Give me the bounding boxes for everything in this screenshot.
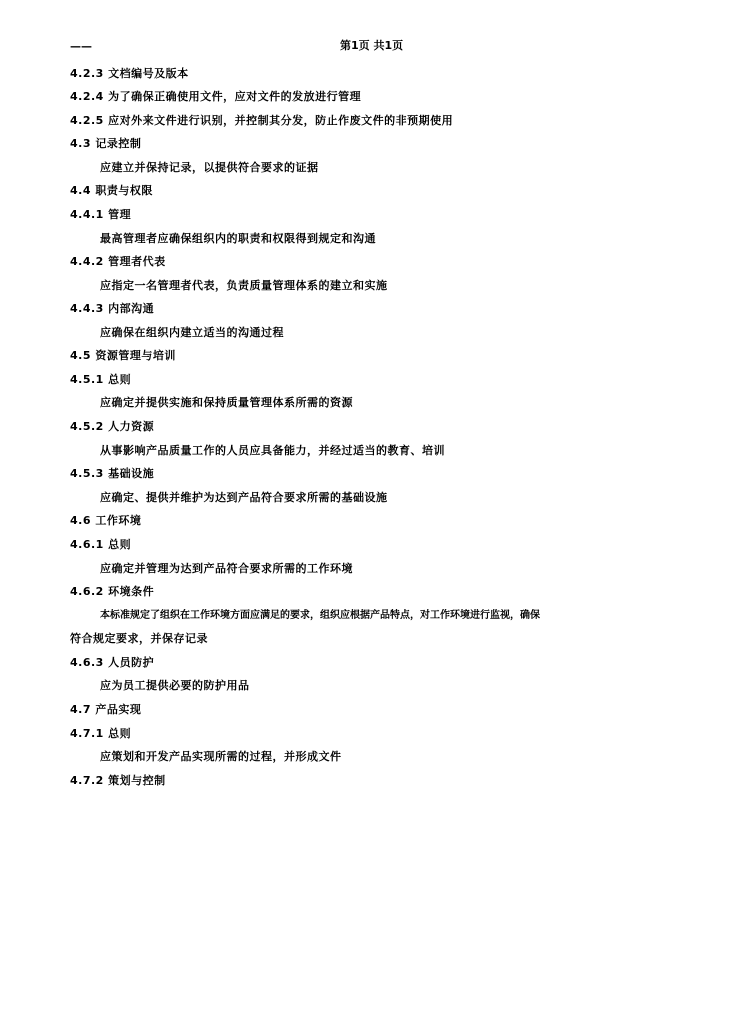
text-line: 应确保在组织内建立适当的沟通过程 xyxy=(100,326,284,339)
subsection-heading: 4.6.2 环境条件 xyxy=(70,585,155,598)
section-heading: 4.3 记录控制 xyxy=(70,137,142,150)
subsection-heading: 4.7.1 总则 xyxy=(70,727,132,740)
section-heading: 4.7 产品实现 xyxy=(70,703,142,716)
subsection-heading: 4.6.3 人员防护 xyxy=(70,656,155,669)
subsection-heading: 4.5.3 基础设施 xyxy=(70,467,155,480)
text-line: 应为员工提供必要的防护用品 xyxy=(100,679,250,692)
text-line: 4.2.4 为了确保正确使用文件，应对文件的发放进行管理 xyxy=(70,90,362,103)
subsection-heading: 4.5.1 总则 xyxy=(70,373,132,386)
subsection-heading: 4.4.2 管理者代表 xyxy=(70,255,166,268)
text-line: 符合规定要求，并保存记录 xyxy=(70,632,208,645)
section-heading: 4.5 资源管理与培训 xyxy=(70,349,176,362)
subsection-heading: 4.6.1 总则 xyxy=(70,538,132,551)
text-line: 应策划和开发产品实现所需的过程，并形成文件 xyxy=(100,750,342,763)
text-line: 本标准规定了组织在工作环境方面应满足的要求，组织应根据产品特点，对工作环境进行监视，确保 xyxy=(100,610,540,621)
subsection-heading: 4.4.1 管理 xyxy=(70,208,132,221)
section-heading: 4.6 工作环境 xyxy=(70,514,142,527)
text-line: 应确定、提供并维护为达到产品符合要求所需的基础设施 xyxy=(100,491,388,504)
text-line: 4.2.3 文档编号及版本 xyxy=(70,67,189,80)
text-line: 应建立并保持记录，以提供符合要求的证据 xyxy=(100,161,319,174)
subsection-heading: 4.5.2 人力资源 xyxy=(70,420,155,433)
subsection-heading: 4.4.3 内部沟通 xyxy=(70,302,155,315)
text-line: 应指定一名管理者代表，负责质量管理体系的建立和实施 xyxy=(100,279,388,292)
section-heading: 4.4 职责与权限 xyxy=(70,184,153,197)
subsection-heading: 4.7.2 策划与控制 xyxy=(70,774,166,787)
text-line: 4.2.5 应对外来文件进行识别，并控制其分发，防止作废文件的非预期使用 xyxy=(70,114,454,127)
text-line: 应确定并提供实施和保持质量管理体系所需的资源 xyxy=(100,396,353,409)
page-header: 第1页 共1页 xyxy=(340,39,404,52)
text-line: 从事影响产品质量工作的人员应具备能力，并经过适当的教育、培训 xyxy=(100,444,445,457)
text-line: 最高管理者应确保组织内的职责和权限得到规定和沟通 xyxy=(100,232,376,245)
text-line: 应确定并管理为达到产品符合要求所需的工作环境 xyxy=(100,562,353,575)
header-mark: —— xyxy=(70,40,92,53)
